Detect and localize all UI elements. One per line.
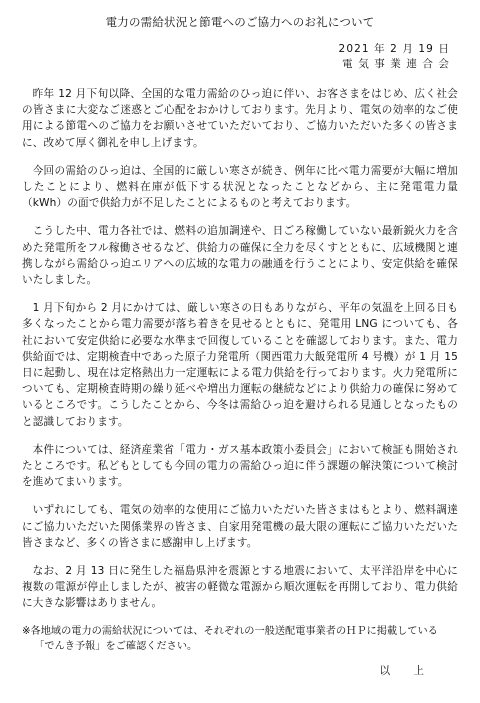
footnote: ※各地域の電力の需給状況については、それぞれの一般送配電事業者のＨＰに掲載している「でんき予報」をご確認ください。: [22, 625, 438, 653]
paragraph-5: 本件については、経済産業省「電力・ガス基本政策小委員会」において検証も開始されたところです。私どもとしても今回の電力の需給ひっ迫に伴う課題の解決策について検討を進めてまいります。: [22, 443, 458, 489]
paragraph-3: こうした中、電力各社では、燃料の追加調達や、日ごろ稼働していない最新鋭火力を含めた発電所をフル稼働させるなど、供給力の確保に全力を尽くすとともに、広域機関と連携しながら需給ひっ迫エリアへの広域的な電力の融通を行うことにより、安定供給を確保いたしました。: [22, 225, 458, 287]
paragraph-6: いずれにしても、電気の効率的な使用にご協力いただいた皆さまはもとより、燃料調達にご協力いただいた関係業界の皆さま、自家用発電機の最大限の運転にご協力いただいた皆さまなど、多くの皆さまに感謝申し上げます。: [22, 504, 458, 549]
paragraph-7: なお、2 月 13 日に発生した福島県沖を震源とする地震において、太平洋沿岸を中心に複数の電源が停止しましたが、被害の軽微な電源から順次運転を再開しており、電力供給に大きな影響はありません。: [22, 565, 458, 610]
paragraph-4: 1 月下旬から 2 月にかけては、厳しい寒さの日もありながら、平年の気温を上回る日も多くなったことから電力需要が落ち着きを見せるとともに、発電用 LNG についても、各社において安定供給に必要な水準まで回復していることを確認しております。また、電力供給面では、定期検査中であった原子力発電所（関西電力大飯発電所 4 号機）が 1 月 15 日に起動し、現在は定格熱出力一定運転による電力供給を行っております。火力発電所についても、定期検査時期の繰り延べや増出力運転の継続などにより供給力の確保に努めているところです。こうしたことから、今冬は需給ひっ迫を避けられる見通しとなったものと認識しております。: [22, 302, 458, 428]
paragraph-1: 昨年 12 月下旬以降、全国的な電力需給のひっ迫に伴い、お客さまをはじめ、広く社会の皆さまに大変なご迷惑とご心配をおかけしております。先月より、電気の効率的なご使用による節電へのご協力をお願いさせていただいており、ご協力いただいた多くの皆さまに、改めて厚く御礼を申し上げます。: [22, 88, 458, 149]
closing-mark: 以 上: [379, 664, 434, 677]
document-date: 2021 年 2 月 19 日: [338, 43, 450, 55]
paragraph-2: 今回の需給のひっ迫は、全国的に厳しい寒さが続き、例年に比べ電力需要が大幅に増加したことにより、燃料在庫が低下する状況となったことなどから、主に発電電力量（kWh）の面で供給力が不足したことによるものと考えております。: [22, 164, 458, 210]
document-body: [22, 86, 458, 655]
document-title: 電力の需給状況と節電へのご協力へのお礼について: [105, 15, 375, 29]
document-meta: [22, 42, 450, 72]
document-issuer: 電 気 事 業 連 合 会: [342, 58, 450, 70]
